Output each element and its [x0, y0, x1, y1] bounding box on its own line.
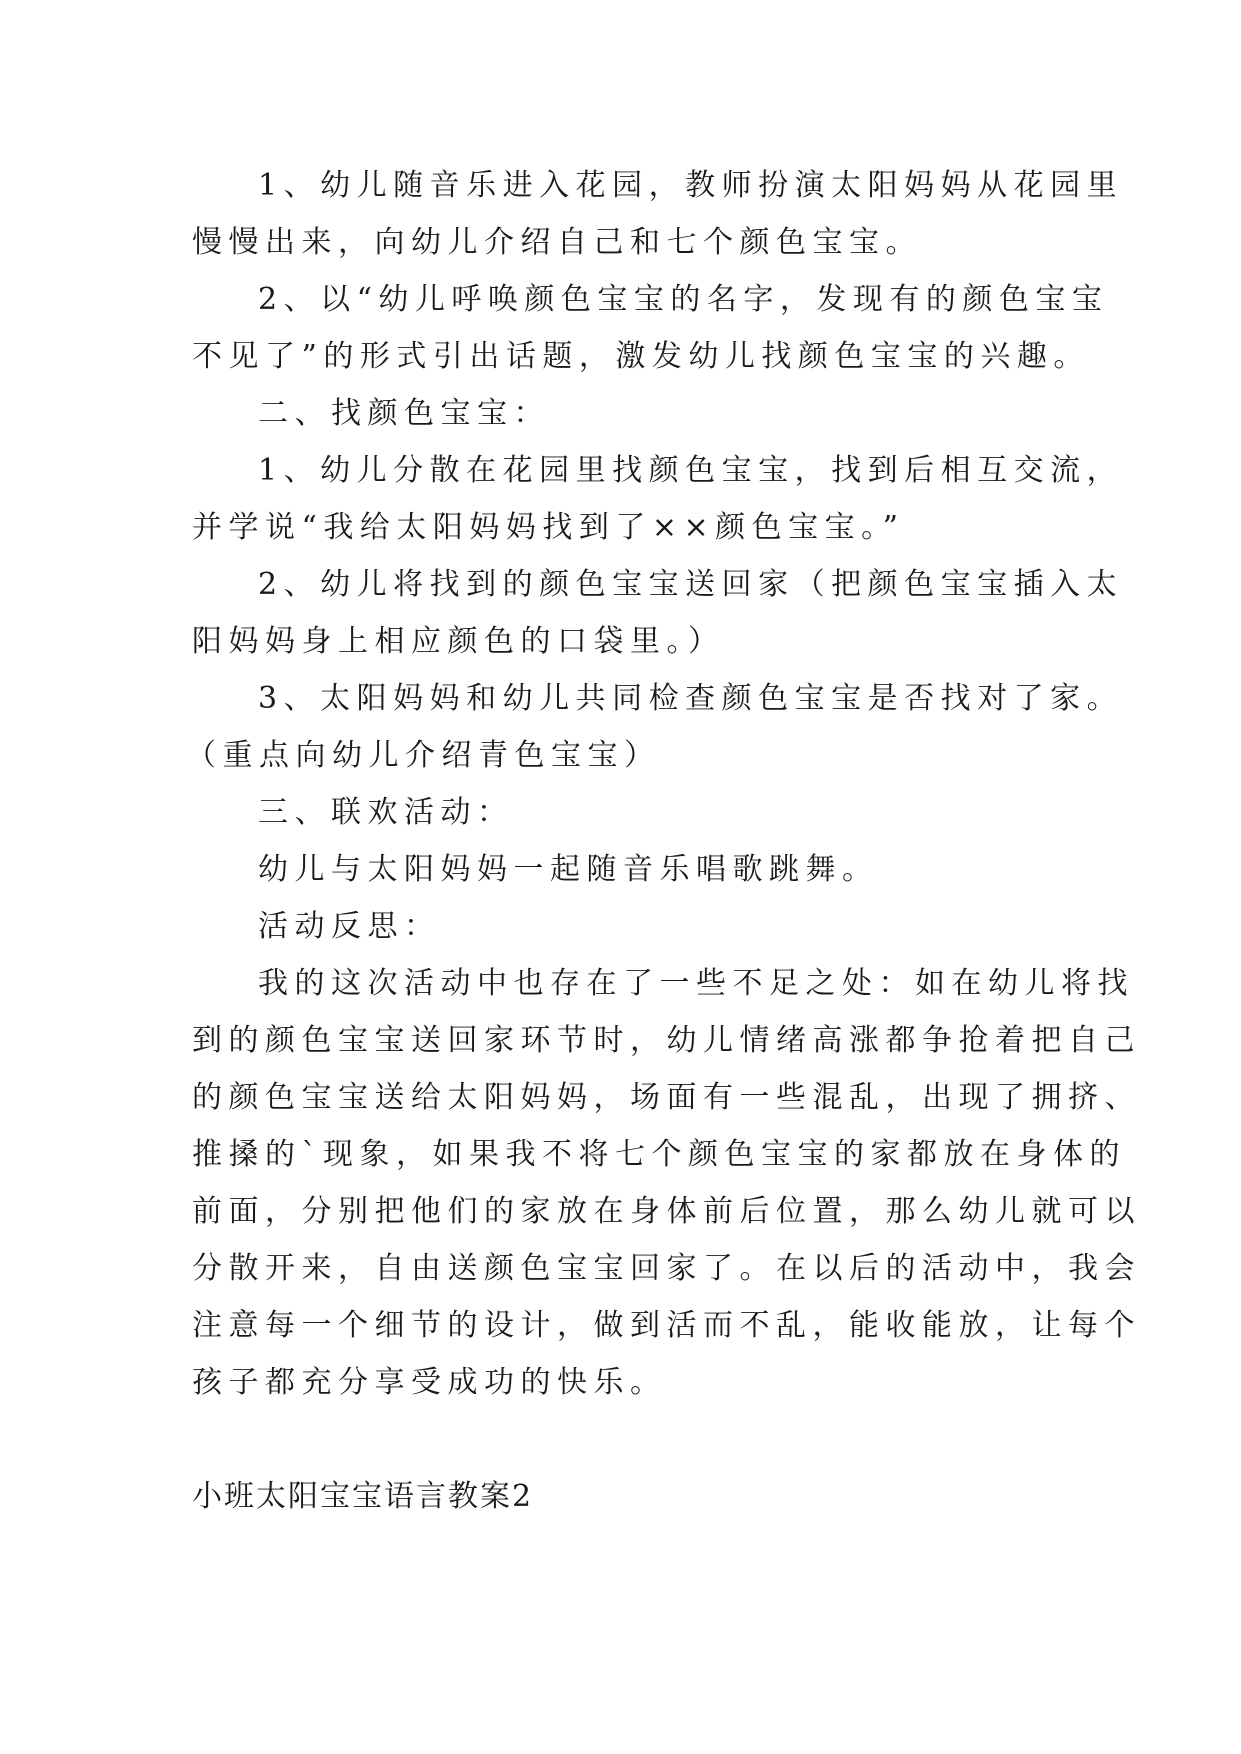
paragraph-line: 慢慢出来，向幼儿介绍自己和七个颜色宝宝。 [192, 225, 922, 260]
paragraph-line: 我的这次活动中也存在了一些不足之处：如在幼儿将找 [258, 966, 1134, 1001]
paragraph-line: 注意每一个细节的设计，做到活而不乱，能收能放，让每个 [192, 1308, 1141, 1343]
paragraph-line: 不见了”的形式引出话题，激发幼儿找颜色宝宝的兴趣。 [192, 339, 1090, 374]
paragraph-line: 到的颜色宝宝送回家环节时，幼儿情绪高涨都争抢着把自己 [192, 1023, 1141, 1058]
paragraph-line: 前面，分别把他们的家放在身体前后位置，那么幼儿就可以 [192, 1194, 1141, 1229]
section-heading: 二、找颜色宝宝： [258, 396, 550, 431]
paragraph-line: 2、以“幼儿呼唤颜色宝宝的名字，发现有的颜色宝宝 [258, 282, 1109, 317]
paragraph-line: 推搡的`现象，如果我不将七个颜色宝宝的家都放在身体的 [192, 1137, 1126, 1172]
paragraph-line: （重点向幼儿介绍青色宝宝） [186, 738, 661, 773]
paragraph-line: 1、幼儿分散在花园里找颜色宝宝，找到后相互交流， [258, 453, 1124, 488]
paragraph-line: 3、太阳妈妈和幼儿共同检查颜色宝宝是否找对了家。 [258, 681, 1124, 716]
paragraph-line: 1、幼儿随音乐进入花园，教师扮演太阳妈妈从花园里 [258, 168, 1124, 203]
paragraph-line: 并学说“我给太阳妈妈找到了××颜色宝宝。” [192, 510, 905, 545]
paragraph-line: 分散开来，自由送颜色宝宝回家了。在以后的活动中，我会 [192, 1251, 1141, 1286]
paragraph-line: 阳妈妈身上相应颜色的口袋里。） [192, 624, 725, 659]
paragraph-line: 的颜色宝宝送给太阳妈妈，场面有一些混乱，出现了拥挤、 [192, 1080, 1141, 1115]
paragraph-line: 孩子都充分享受成功的快乐。 [192, 1365, 667, 1400]
paragraph-line: 2、幼儿将找到的颜色宝宝送回家（把颜色宝宝插入太 [258, 567, 1124, 602]
section-heading: 三、联欢活动： [258, 795, 514, 830]
section-heading: 活动反思： [258, 909, 441, 944]
next-lesson-title: 小班太阳宝宝语言教案2 [192, 1479, 534, 1514]
paragraph-line: 幼儿与太阳妈妈一起随音乐唱歌跳舞。 [258, 852, 879, 887]
